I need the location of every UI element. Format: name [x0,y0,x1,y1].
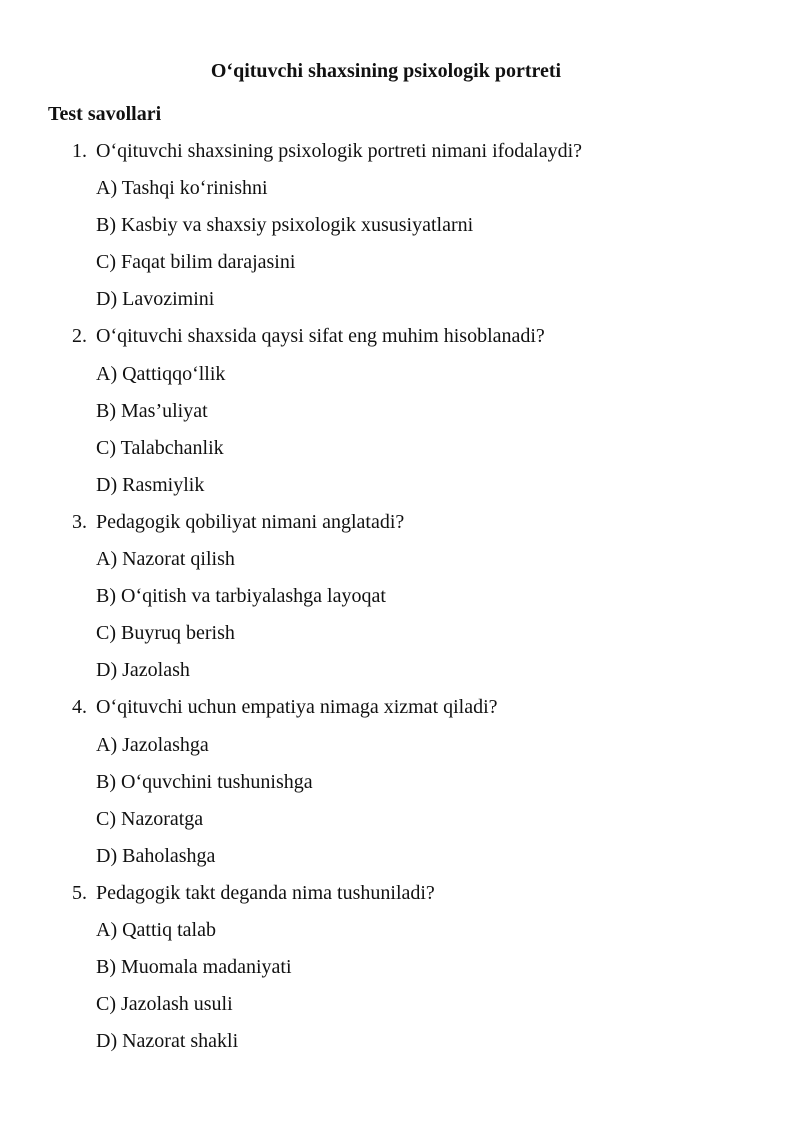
option-list [0,174,800,322]
option-a: A) Jazolashga [96,733,209,756]
question-number: 2. [72,325,87,348]
question-text: O‘qituvchi uchun empatiya nimaga xizmat qiladi? [96,696,498,719]
section-heading: Test savollari [48,103,162,125]
option-list [0,360,800,508]
question-3 [0,508,800,693]
option-c: C) Buyruq berish [96,622,235,645]
question-line [0,693,800,730]
option-c: C) Faqat bilim darajasini [96,251,296,274]
option-b: B) O‘qitish va tarbiyalashga layoqat [96,585,386,608]
question-1 [0,137,800,322]
question-text: O‘qituvchi shaxsida qaysi sifat eng muhim hisoblanadi? [96,325,545,348]
option-c: C) Nazoratga [96,807,204,830]
question-number: 4. [72,696,87,719]
question-line [0,879,800,916]
option-list [0,545,800,693]
question-line [0,322,800,359]
option-d: D) Baholashga [96,844,216,867]
question-text: Pedagogik takt deganda nima tushuniladi? [96,881,435,904]
question-list [0,137,800,1064]
question-number: 3. [72,510,87,533]
option-d: D) Jazolash [96,659,190,682]
question-number: 5. [72,881,87,904]
option-list [0,731,800,879]
question-line [0,508,800,545]
question-text: Pedagogik qobiliyat nimani anglatadi? [96,510,405,533]
option-a: A) Qattiqqo‘llik [96,362,226,385]
question-4 [0,693,800,878]
option-a: A) Nazorat qilish [96,548,235,571]
option-b: B) Muomala madaniyati [96,956,292,979]
option-b: B) Mas’uliyat [96,399,208,422]
option-b: B) O‘quvchini tushunishga [96,770,313,793]
option-d: D) Nazorat shakli [96,1030,239,1053]
option-c: C) Jazolash usuli [96,993,233,1016]
option-d: D) Lavozimini [96,288,215,311]
question-line [0,137,800,174]
question-5 [0,879,800,1064]
option-c: C) Talabchanlik [96,436,224,459]
option-a: A) Qattiq talab [96,918,216,941]
question-text: O‘qituvchi shaxsining psixologik portreti nimani ifodalaydi? [96,140,583,162]
question-number: 1. [72,140,87,162]
option-d: D) Rasmiylik [96,473,205,496]
option-b: B) Kasbiy va shaxsiy psixologik xususiyatlarni [96,214,474,237]
document-title: O‘qituvchi shaxsining psixologik portreti [210,60,562,82]
question-2 [0,322,800,507]
option-a: A) Tashqi ko‘rinishni [96,177,268,200]
option-list [0,916,800,1064]
